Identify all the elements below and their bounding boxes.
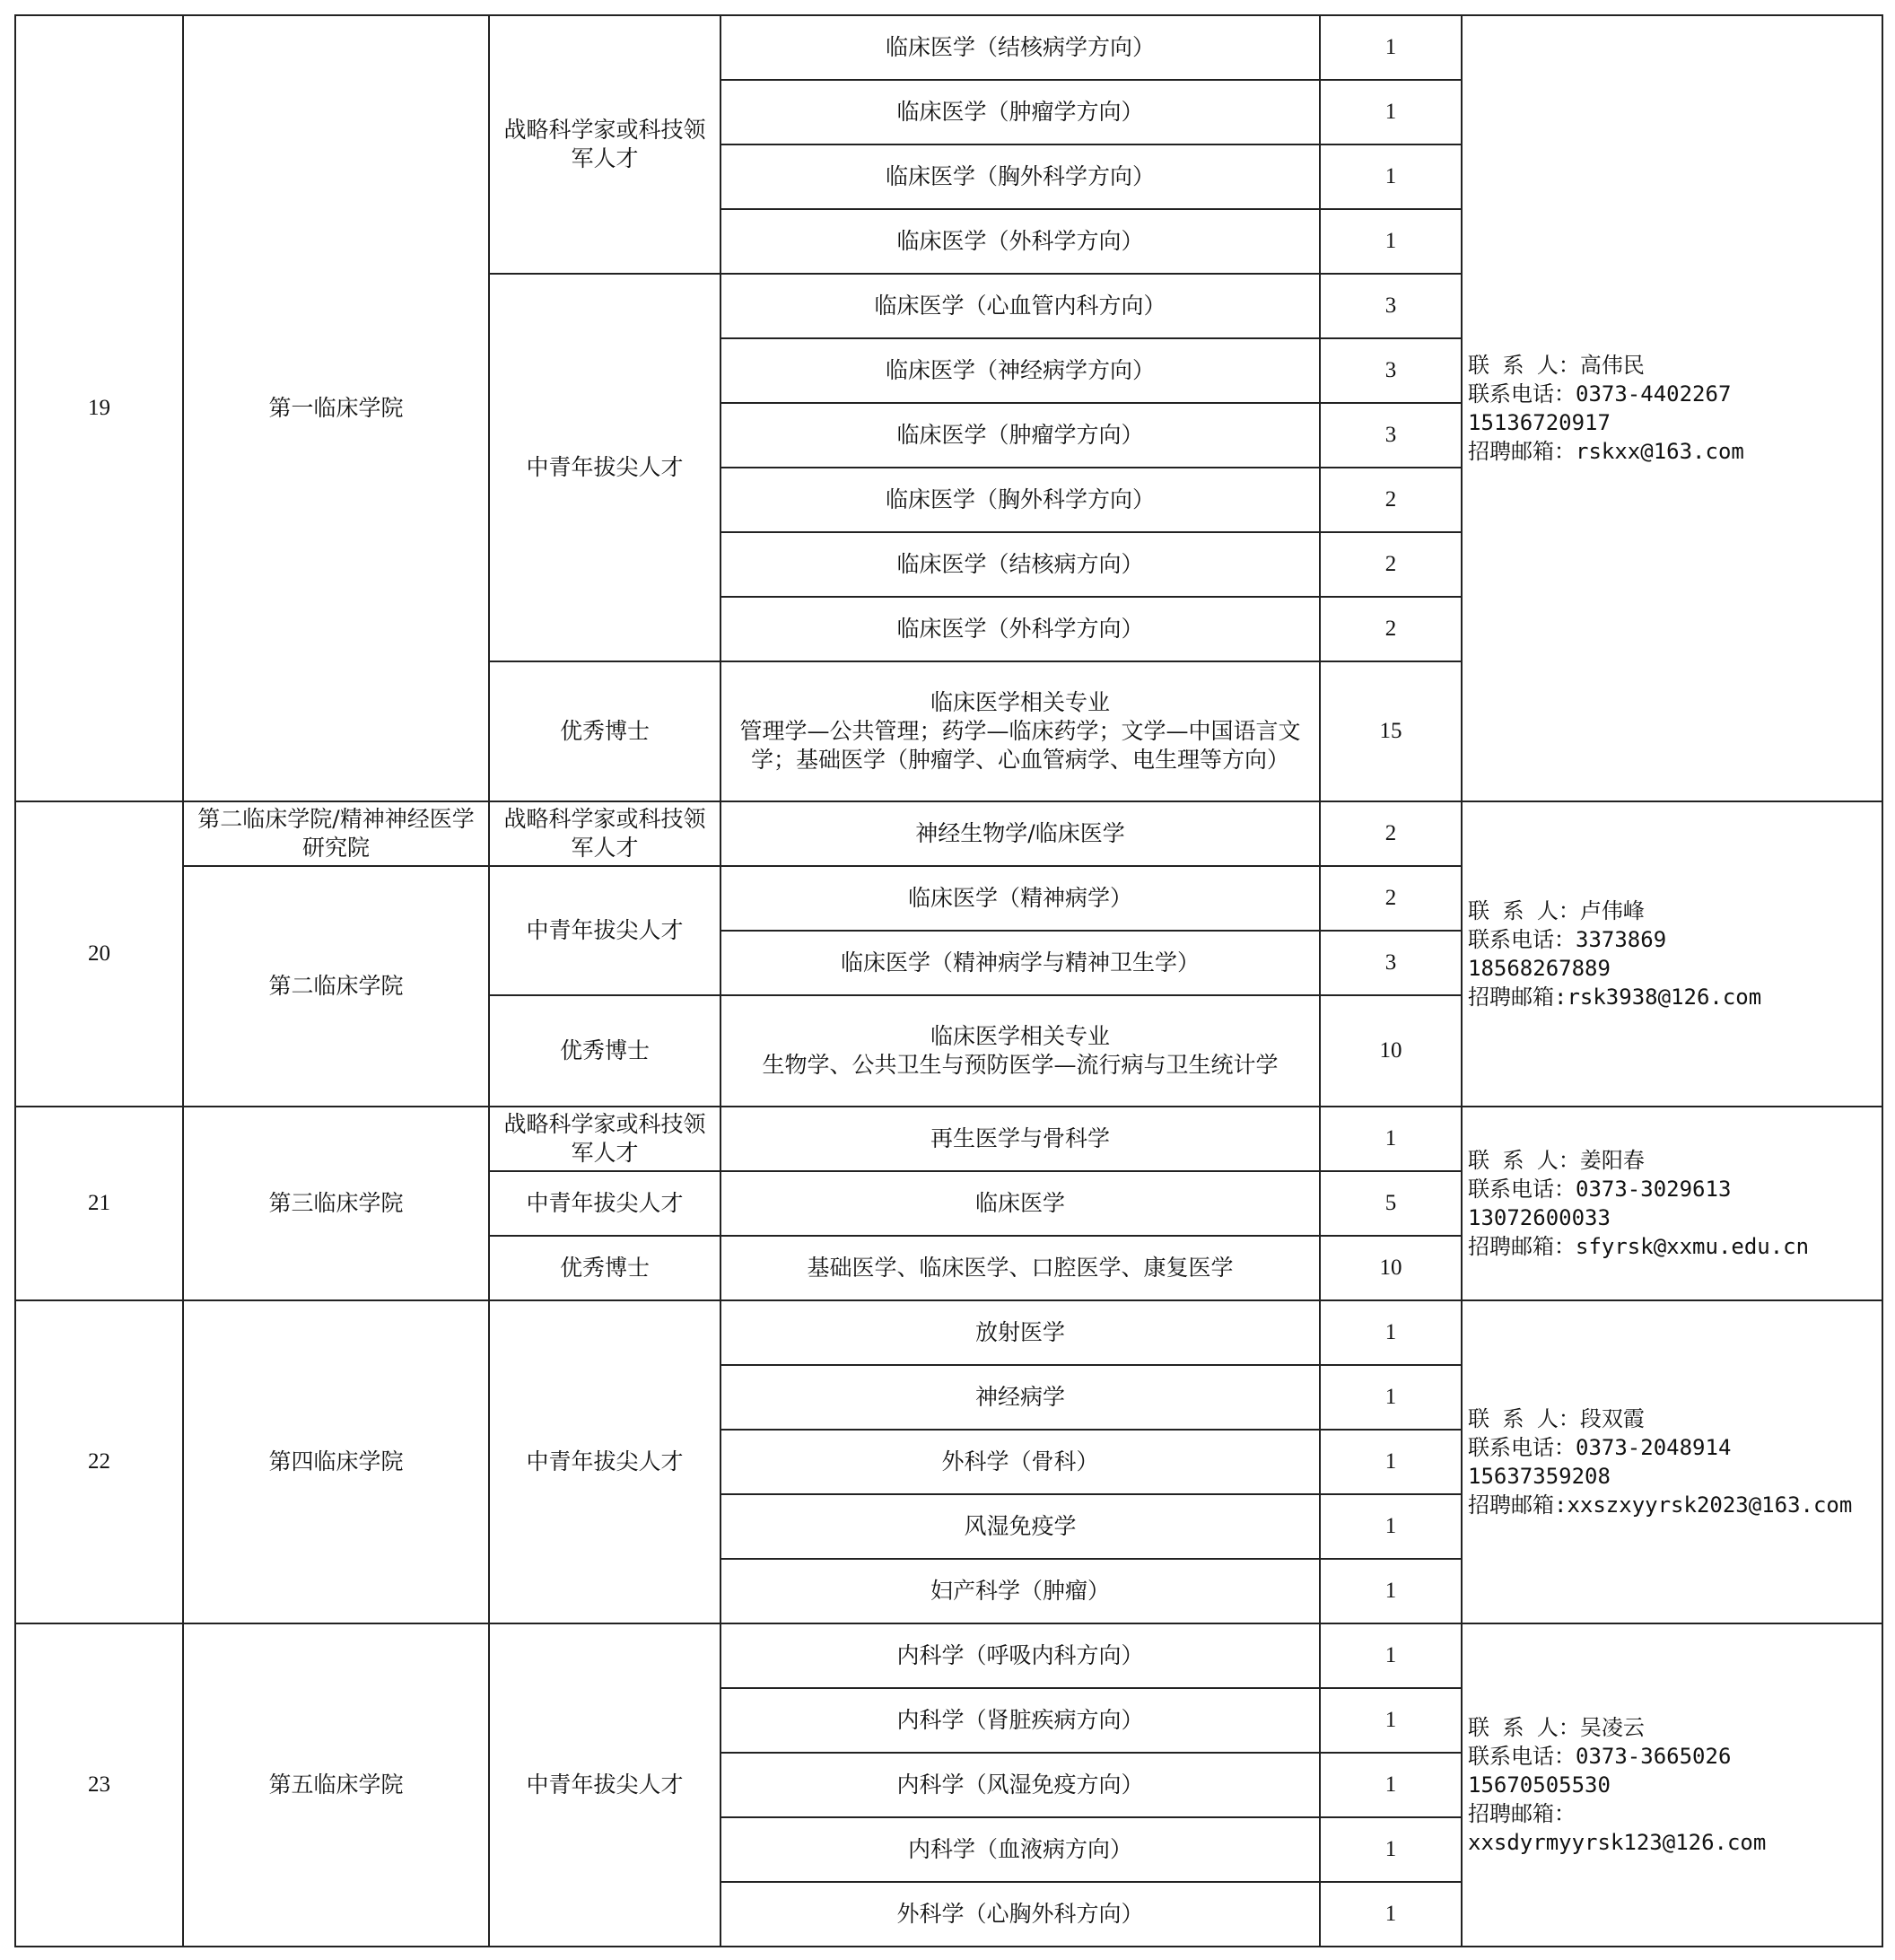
table-row xyxy=(15,15,1882,80)
headcount-cell: 1 xyxy=(1320,1688,1462,1753)
major-cell xyxy=(720,1817,1320,1882)
contact-line: 18568267889 xyxy=(1468,956,1611,981)
headcount-cell: 10 xyxy=(1320,1236,1462,1300)
headcount-cell: 3 xyxy=(1320,931,1462,995)
contact-line: 联系电话：0373-3665026 xyxy=(1468,1744,1732,1769)
talent-category-cell: 战略科学家或科技领军人才 xyxy=(489,1107,720,1171)
unit-name-cell: 第四临床学院 xyxy=(183,1300,489,1623)
major-line: 再生医学与骨科学 xyxy=(930,1125,1110,1151)
major-cell xyxy=(720,209,1320,274)
talent-category-cell: 中青年拔尖人才 xyxy=(489,274,720,661)
talent-category-cell: 优秀博士 xyxy=(489,1236,720,1300)
table-row xyxy=(15,801,1882,866)
major-cell xyxy=(720,1430,1320,1494)
major-line: 内科学（血液病方向） xyxy=(907,1836,1132,1862)
talent-category-cell: 中青年拔尖人才 xyxy=(489,1623,720,1947)
major-cell xyxy=(720,801,1320,866)
major-cell xyxy=(720,1559,1320,1623)
contact-line: 联 系 人：卢伟峰 xyxy=(1468,898,1645,923)
major-cell xyxy=(720,1236,1320,1300)
headcount-cell: 2 xyxy=(1320,597,1462,661)
major-line: 内科学（呼吸内科方向） xyxy=(896,1642,1144,1668)
headcount-cell: 2 xyxy=(1320,532,1462,597)
contact-line: 15136720917 xyxy=(1468,410,1611,435)
headcount-cell: 3 xyxy=(1320,403,1462,468)
major-cell xyxy=(720,1882,1320,1947)
unit-name-cell: 第一临床学院 xyxy=(183,15,489,801)
contact-info-cell xyxy=(1462,15,1882,801)
major-line: 内科学（风湿免疫方向） xyxy=(896,1772,1144,1798)
headcount-cell: 3 xyxy=(1320,338,1462,403)
contact-line: 联 系 人：吴凌云 xyxy=(1468,1715,1645,1740)
major-line: 生物学、公共卫生与预防医学—流行病与卫生统计学 xyxy=(762,1052,1279,1078)
headcount-cell: 2 xyxy=(1320,468,1462,532)
major-line: 临床医学（心血管内科方向） xyxy=(874,293,1166,319)
headcount-cell: 1 xyxy=(1320,15,1462,80)
contact-line: 招聘邮箱： xxsdyrmyyrsk123@126.com xyxy=(1468,1801,1767,1855)
contact-line: 招聘邮箱:xxszxyyrsk2023@163.com xyxy=(1468,1492,1853,1518)
headcount-cell: 3 xyxy=(1320,274,1462,338)
major-cell xyxy=(720,1494,1320,1559)
serial-number-cell: 23 xyxy=(15,1623,183,1947)
unit-name-cell: 第五临床学院 xyxy=(183,1623,489,1947)
headcount-cell: 1 xyxy=(1320,1623,1462,1688)
major-line: 神经生物学/临床医学 xyxy=(915,820,1125,846)
headcount-cell: 5 xyxy=(1320,1171,1462,1236)
major-line: 放射医学 xyxy=(974,1319,1065,1345)
major-line: 临床医学（结核病方向） xyxy=(896,551,1144,577)
talent-category-cell: 中青年拔尖人才 xyxy=(489,1300,720,1623)
major-cell xyxy=(720,15,1320,80)
major-cell xyxy=(720,1623,1320,1688)
major-cell xyxy=(720,274,1320,338)
contact-line: 联系电话：0373-4402267 xyxy=(1468,381,1732,407)
headcount-cell: 15 xyxy=(1320,661,1462,801)
talent-category-cell: 中青年拔尖人才 xyxy=(489,866,720,995)
unit-name-cell: 第二临床学院 xyxy=(183,866,489,1107)
major-cell xyxy=(720,1171,1320,1236)
headcount-cell: 1 xyxy=(1320,80,1462,144)
contact-line: 13072600033 xyxy=(1468,1205,1611,1230)
unit-name-cell: 第三临床学院 xyxy=(183,1107,489,1300)
major-line: 临床医学（胸外科学方向） xyxy=(885,486,1155,512)
major-cell xyxy=(720,1688,1320,1753)
table-row xyxy=(15,1623,1882,1688)
major-line: 临床医学（肿瘤学方向） xyxy=(896,99,1144,125)
major-cell xyxy=(720,995,1320,1107)
major-line: 临床医学（外科学方向） xyxy=(896,228,1144,254)
major-line: 临床医学（肿瘤学方向） xyxy=(896,422,1144,448)
headcount-cell: 1 xyxy=(1320,144,1462,209)
headcount-cell: 10 xyxy=(1320,995,1462,1107)
major-line: 临床医学（胸外科学方向） xyxy=(885,163,1155,189)
major-line: 临床医学（外科学方向） xyxy=(896,616,1144,642)
contact-line: 联 系 人：段双霞 xyxy=(1468,1406,1645,1431)
talent-category-cell: 优秀博士 xyxy=(489,661,720,801)
major-line: 基础医学、临床医学、口腔医学、康复医学 xyxy=(807,1255,1234,1281)
major-line: 临床医学 xyxy=(974,1190,1065,1216)
contact-line: 15637359208 xyxy=(1468,1464,1611,1489)
contact-line: 招聘邮箱：sfyrsk@xxmu.edu.cn xyxy=(1468,1234,1810,1259)
contact-line: 联系电话：0373-3029613 xyxy=(1468,1177,1732,1202)
serial-number-cell: 22 xyxy=(15,1300,183,1623)
major-cell xyxy=(720,597,1320,661)
headcount-cell: 1 xyxy=(1320,1300,1462,1365)
major-cell xyxy=(720,1365,1320,1430)
table-row xyxy=(15,1107,1882,1171)
headcount-cell: 2 xyxy=(1320,866,1462,931)
contact-info-cell xyxy=(1462,1623,1882,1947)
major-cell xyxy=(720,468,1320,532)
recruitment-table xyxy=(14,14,1883,1947)
headcount-cell: 1 xyxy=(1320,1817,1462,1882)
major-line: 临床医学（精神病学与精神卫生学） xyxy=(840,949,1200,976)
major-cell xyxy=(720,532,1320,597)
major-line: 临床医学（精神病学） xyxy=(907,885,1132,911)
headcount-cell: 1 xyxy=(1320,1882,1462,1947)
contact-info-cell xyxy=(1462,1107,1882,1300)
headcount-cell: 1 xyxy=(1320,1494,1462,1559)
headcount-cell: 1 xyxy=(1320,1430,1462,1494)
contact-info-cell xyxy=(1462,801,1882,1107)
major-line: 临床医学相关专业 xyxy=(930,689,1110,715)
contact-line: 15670505530 xyxy=(1468,1772,1611,1798)
major-cell xyxy=(720,338,1320,403)
major-line: 妇产科学（肿瘤） xyxy=(930,1578,1110,1604)
major-line: 内科学（肾脏疾病方向） xyxy=(896,1707,1144,1733)
serial-number-cell: 19 xyxy=(15,15,183,801)
talent-category-cell: 优秀博士 xyxy=(489,995,720,1107)
major-line: 风湿免疫学 xyxy=(964,1513,1077,1539)
major-cell xyxy=(720,661,1320,801)
major-line: 管理学—公共管理；药学—临床药学；文学—中国语言文 xyxy=(739,718,1301,744)
headcount-cell: 1 xyxy=(1320,209,1462,274)
contact-info-cell xyxy=(1462,1300,1882,1623)
table-row xyxy=(15,1300,1882,1365)
major-cell xyxy=(720,1107,1320,1171)
contact-line: 联 系 人：高伟民 xyxy=(1468,353,1645,378)
major-line: 临床医学相关专业 xyxy=(930,1023,1110,1049)
talent-category-cell: 战略科学家或科技领军人才 xyxy=(489,15,720,274)
contact-line: 联系电话：0373-2048914 xyxy=(1468,1435,1732,1460)
major-cell xyxy=(720,1753,1320,1817)
contact-line: 联 系 人：姜阳春 xyxy=(1468,1148,1645,1173)
unit-name-cell: 第二临床学院/精神神经医学研究院 xyxy=(183,801,489,866)
serial-number-cell: 21 xyxy=(15,1107,183,1300)
major-line: 外科学（心胸外科方向） xyxy=(896,1901,1144,1927)
headcount-cell: 1 xyxy=(1320,1107,1462,1171)
major-cell xyxy=(720,403,1320,468)
talent-category-cell: 中青年拔尖人才 xyxy=(489,1171,720,1236)
headcount-cell: 1 xyxy=(1320,1753,1462,1817)
major-cell xyxy=(720,144,1320,209)
headcount-cell: 2 xyxy=(1320,801,1462,866)
major-line: 临床医学（结核病学方向） xyxy=(885,34,1155,60)
major-cell xyxy=(720,866,1320,931)
serial-number-cell: 20 xyxy=(15,801,183,1107)
major-line: 学；基础医学（肿瘤学、心血管病学、电生理等方向） xyxy=(750,747,1289,773)
major-line: 临床医学（神经病学方向） xyxy=(885,357,1155,383)
major-cell xyxy=(720,80,1320,144)
contact-line: 招聘邮箱:rsk3938@126.com xyxy=(1468,984,1762,1010)
headcount-cell: 1 xyxy=(1320,1365,1462,1430)
contact-line: 联系电话：3373869 xyxy=(1468,927,1667,952)
contact-line: 招聘邮箱：rskxx@163.com xyxy=(1468,439,1744,464)
headcount-cell: 1 xyxy=(1320,1559,1462,1623)
major-cell xyxy=(720,931,1320,995)
talent-category-cell: 战略科学家或科技领军人才 xyxy=(489,801,720,866)
major-cell xyxy=(720,1300,1320,1365)
major-line: 外科学（骨科） xyxy=(941,1448,1099,1474)
major-line: 神经病学 xyxy=(974,1384,1065,1410)
